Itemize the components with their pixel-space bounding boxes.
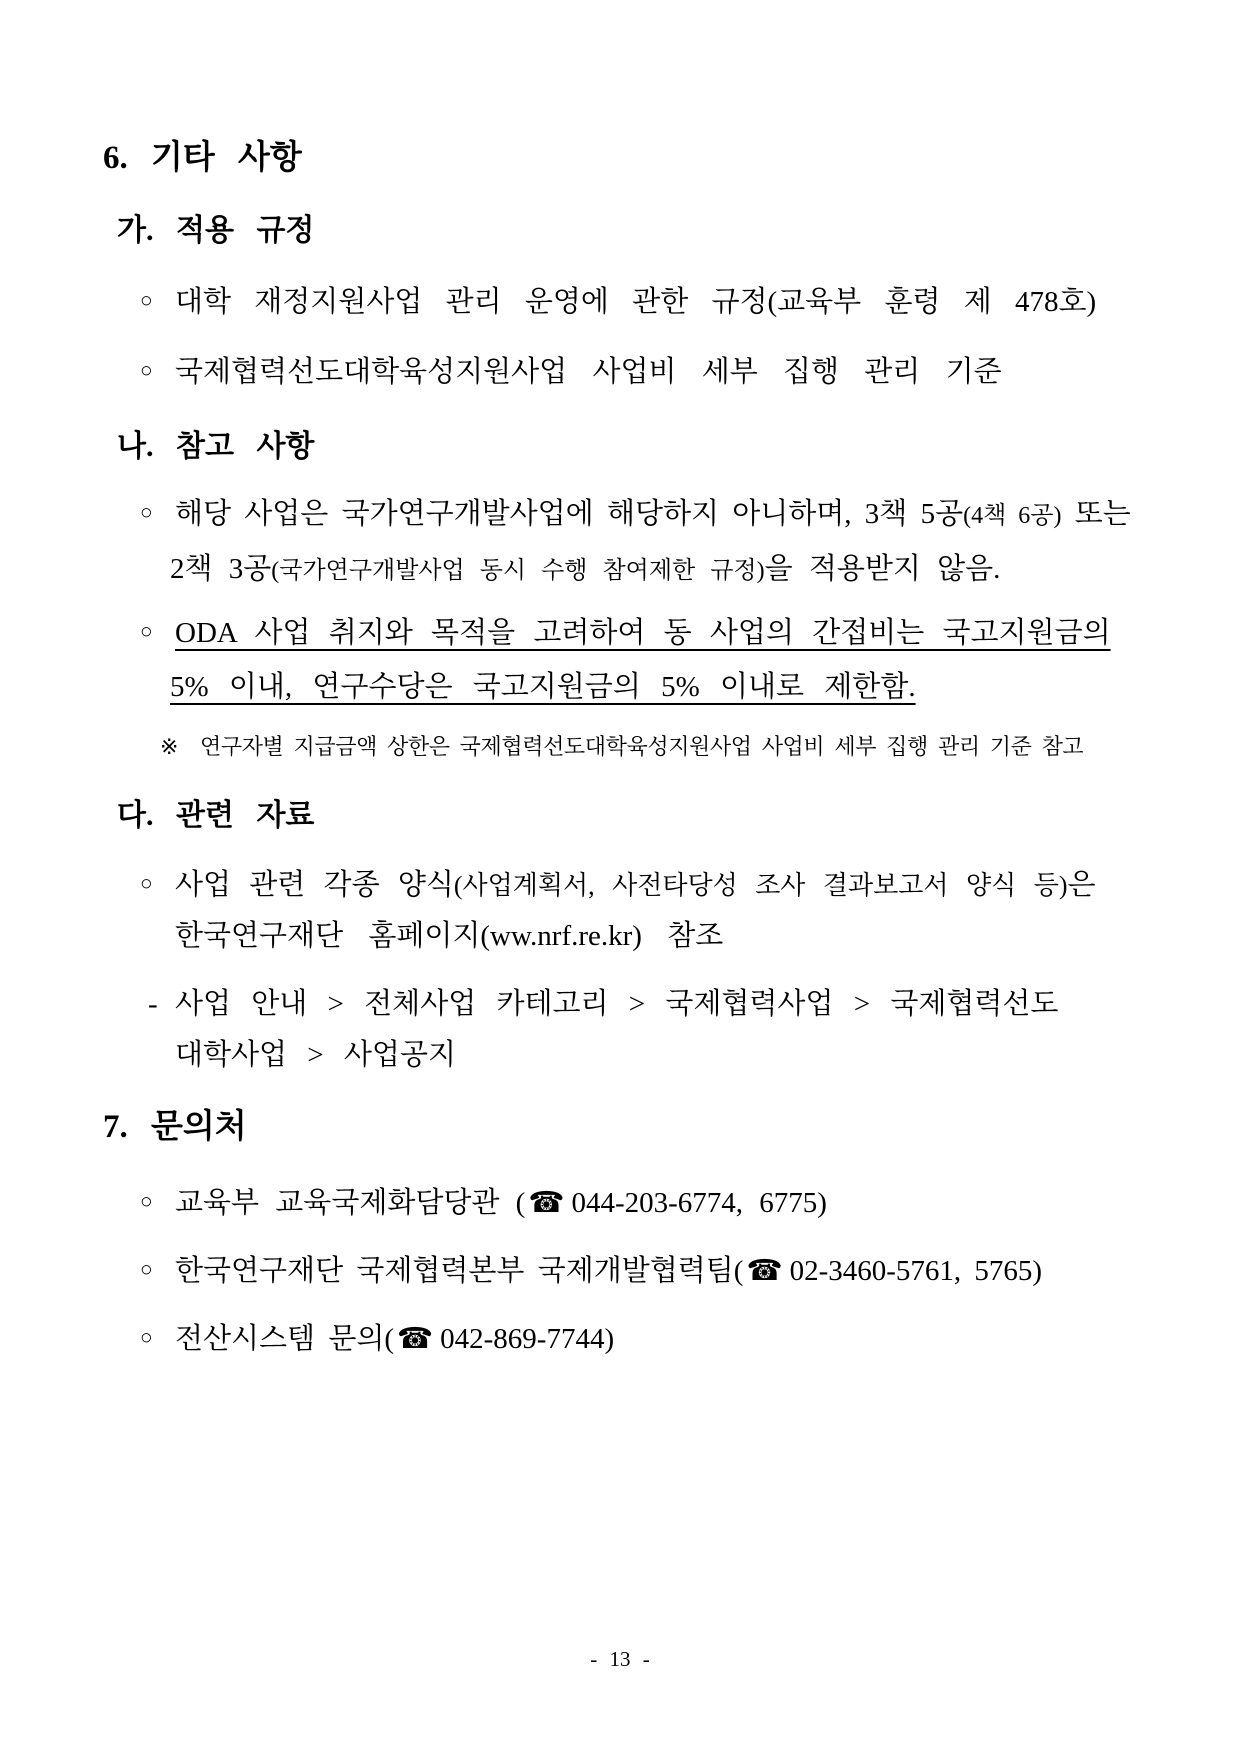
subsection-da-heading: 다. 관련 자료 [117,799,315,832]
bullet-item-continuation [175,918,723,954]
dash-item [148,986,1058,1022]
bullet-text-underlined: 5% 이내, 연구수당은 국고지원금의 5% 이내로 제한함. [170,671,916,703]
dash-item-text: 대학사업 > 사업공지 [175,1039,456,1071]
section-6-heading: 6. 기타 사항 [103,140,302,176]
circle-bullet-icon: ○ [140,358,153,382]
contact-item [140,1253,1042,1289]
section-7-heading: 7. 문의처 [103,1109,247,1145]
circle-bullet-icon: ○ [140,1325,153,1349]
circle-bullet-icon: ○ [140,871,153,895]
phone-icon: ☎ [397,1323,434,1355]
bullet-text-parenthetical: (4책 6공) [963,503,1062,529]
circle-bullet-icon: ○ [140,288,153,312]
bullet-text: 또는 [1061,498,1131,530]
bullet-item [140,354,1002,390]
page-number: - 13 - [590,1647,650,1671]
circle-bullet-icon: ○ [140,1189,153,1213]
contact-item [140,1185,827,1221]
contact-phone-number: 042-869-7744) [440,1323,615,1355]
bullet-text: 한국연구재단 홈페이지(ww.nrf.re.kr) 참조 [175,920,724,952]
bullet-item-continuation [170,551,1000,587]
bullet-item [140,284,1096,320]
phone-icon: ☎ [746,1255,783,1287]
bullet-text: 대학 재정지원사업 관리 운영에 관한 규정(교육부 훈령 제 478호) [175,286,1097,318]
bullet-item [140,496,1131,532]
circle-bullet-icon: ○ [140,619,153,643]
bullet-item-continuation [170,669,916,705]
bullet-text-parenthetical: (국가연구개발사업 동시 수행 참여제한 규정) [271,558,765,584]
bullet-item [140,867,1096,903]
bullet-text-parenthetical: (사업계획서, 사전타당성 조사 결과보고서 양식 등) [453,871,1068,900]
contact-text: 교육부 교육국제화담당관 ( [175,1187,526,1219]
bullet-text: 사업 관련 각종 양식 [175,869,454,901]
contact-phone-number: 02-3460-5761, 5765) [789,1255,1043,1287]
dash-item-text: 사업 안내 > 전체사업 카테고리 > 국제협력사업 > 국제협력선도 [175,988,1059,1020]
contact-text: 전산시스템 문의( [175,1323,395,1355]
subsection-ga-heading: 가. 적용 규정 [117,214,315,247]
circle-bullet-icon: ○ [140,1257,153,1281]
bullet-text: 2책 3공 [170,553,272,585]
footnote [160,733,1083,761]
bullet-text: 해당 사업은 국가연구개발사업에 해당하지 아니하며, 3책 5공 [175,498,964,530]
bullet-text: 국제협력선도대학육성지원사업 사업비 세부 집행 관리 기준 [175,356,1002,388]
subsection-na-heading: 나. 참고 사항 [117,430,315,463]
bullet-text-underlined: ODA 사업 취지와 목적을 고려하여 동 사업의 간접비는 국고지원금의 [175,617,1111,649]
bullet-text: 을 적용받지 않음. [764,553,1001,585]
contact-text: 한국연구재단 국제협력본부 국제개발협력팀( [175,1255,744,1287]
circle-bullet-icon: ○ [140,500,153,524]
phone-icon: ☎ [528,1187,565,1219]
dash-item-continuation [175,1037,456,1073]
bullet-item [140,615,1111,651]
bullet-text: 은 [1067,869,1096,901]
dash-bullet-icon: - [148,988,158,1020]
reference-mark-icon: ※ [160,734,179,759]
footnote-text: 연구자별 지급금액 상한은 국제협력선도대학육성지원사업 사업비 세부 집행 관리 기준 참고 [200,734,1084,759]
contact-item [140,1321,614,1357]
contact-phone-number: 044-203-6774, 6775) [571,1187,827,1219]
